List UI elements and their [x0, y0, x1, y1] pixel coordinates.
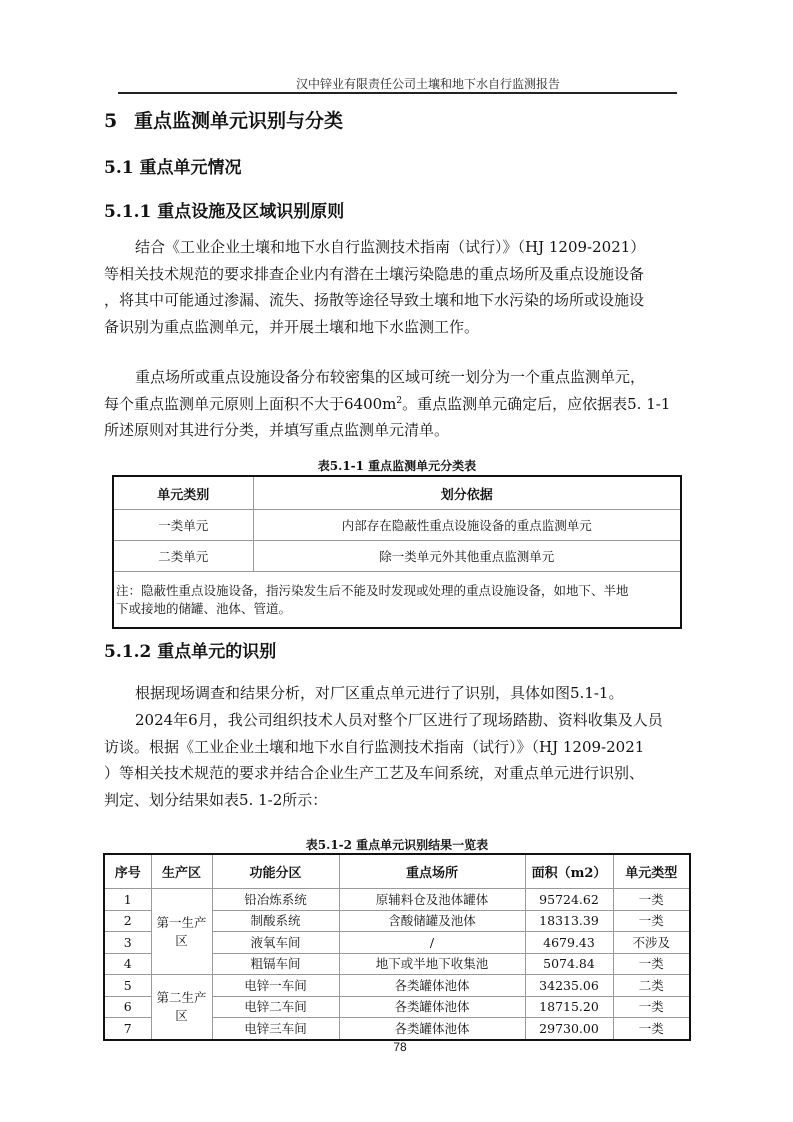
key-location: 含酸储罐及池体 — [339, 910, 525, 932]
area-value: 95724.62 — [525, 889, 613, 911]
superscript: 2 — [396, 395, 403, 406]
table-header-row — [113, 476, 681, 510]
table-cell: 内部存在隐蔽性重点设施设备的重点监测单元 — [253, 510, 681, 541]
area-value: 29730.00 — [525, 1018, 613, 1040]
paragraph-line: 备识别为重点监测单元，并开展土壤和地下水监测工作。 — [104, 317, 480, 336]
area-value: 4679.43 — [525, 932, 613, 954]
paragraph-line: 根据现场调查和结果分析，对厂区重点单元进行了识别，具体如图5.1-1。 — [135, 684, 624, 702]
identification-results-table — [103, 853, 691, 1041]
row-number: 5 — [104, 975, 151, 997]
functional-area: 液氧车间 — [212, 932, 339, 954]
key-location: 各类罐体池体 — [339, 1018, 525, 1040]
table-header-row — [104, 854, 690, 889]
page-number: 78 — [393, 1040, 407, 1054]
unit-type: 一类 — [613, 953, 690, 975]
production-zone: 第二生产区 — [151, 975, 212, 1040]
subsubsection-heading-1: 5.1.1 重点设施及区域识别原则 — [104, 202, 345, 222]
table-row — [113, 541, 681, 572]
column-header: 功能分区 — [212, 854, 339, 889]
paragraph-line: 等相关技术规范的要求排查企业内有潜在土壤污染隐患的重点场所及重点设施设备 — [104, 264, 645, 283]
section-heading — [104, 106, 343, 133]
column-header: 生产区 — [151, 854, 212, 889]
column-header: 面积（m2） — [525, 854, 613, 889]
table-row — [104, 889, 690, 911]
note-line: 注：隐蔽性重点设施设备，指污染发生后不能及时发现或处理的重点设施设备，如地下、半地 — [116, 582, 629, 598]
paragraph-text: 。重点监测单元确定后，应依据表5. 1-1 — [402, 394, 671, 413]
paragraph-line: 所述原则对其进行分类，并填写重点监测单元清单。 — [104, 421, 450, 439]
functional-area: 电锌一车间 — [212, 975, 339, 997]
key-location: / — [339, 932, 525, 954]
functional-area: 制酸系统 — [212, 910, 339, 932]
row-number: 6 — [104, 996, 151, 1018]
paragraph-line: 2024年6月，我公司组织技术人员对整个厂区进行了现场踏勘、资料收集及人员 — [135, 711, 663, 729]
key-location: 原辅料仓及池体罐体 — [339, 889, 525, 911]
unit-type: 不涉及 — [613, 932, 690, 954]
functional-area: 铅冶炼系统 — [212, 889, 339, 911]
area-value: 18313.39 — [525, 910, 613, 932]
area-limit-text: 每个重点监测单元原则上面积不大于6400m — [104, 394, 397, 413]
column-header: 重点场所 — [339, 854, 525, 889]
table-cell: 二类单元 — [113, 541, 253, 572]
table2-caption: 表5.1-2 重点单元识别结果一览表 — [305, 838, 489, 852]
key-location: 各类罐体池体 — [339, 996, 525, 1018]
row-number: 4 — [104, 953, 151, 975]
paragraph-line: 结合《工业企业土壤和地下水自行监测技术指南（试行）》（HJ 1209-2021） — [135, 238, 646, 256]
table-row — [113, 510, 681, 541]
functional-area: 电锌二车间 — [212, 996, 339, 1018]
subsection-heading: 5.1 重点单元情况 — [104, 158, 242, 178]
paragraph-line: 访谈。根据《工业企业土壤和地下水自行监测技术指南（试行）》（HJ 1209-2021 — [104, 737, 645, 756]
unit-type: 一类 — [613, 910, 690, 932]
unit-type: 一类 — [613, 996, 690, 1018]
column-header: 序号 — [104, 854, 151, 889]
subsubsection-heading-2: 5.1.2 重点单元的识别 — [104, 642, 277, 662]
paragraph-line: 判定、划分结果如表5. 1-2所示： — [104, 790, 328, 809]
running-header: 汉中锌业有限责任公司土壤和地下水自行监测报告 — [295, 77, 560, 91]
column-header: 划分依据 — [253, 476, 681, 510]
paragraph-grouping — [104, 364, 684, 444]
area-value: 18715.20 — [525, 996, 613, 1018]
functional-area: 粗镉车间 — [212, 953, 339, 975]
note-line: 下或接地的储罐、池体、管道。 — [116, 600, 292, 616]
table-note-row — [113, 572, 681, 629]
paragraph-line: ，将其中可能通过渗漏、流失、扬散等途径导致土壤和地下水污染的场所或设施设 — [104, 291, 645, 309]
table-cell: 除一类单元外其他重点监测单元 — [253, 541, 681, 572]
table-row — [104, 975, 690, 997]
row-number: 7 — [104, 1018, 151, 1040]
paragraph-survey — [104, 707, 684, 813]
area-value: 5074.84 — [525, 953, 613, 975]
row-number: 3 — [104, 932, 151, 954]
classification-table — [112, 475, 682, 629]
functional-area: 电锌三车间 — [212, 1018, 339, 1040]
paragraph-line — [104, 391, 684, 418]
table1-caption: 表5.1-1 重点监测单元分类表 — [317, 459, 477, 473]
paragraph-identification — [104, 680, 684, 707]
header-rule — [118, 92, 677, 94]
row-number: 1 — [104, 889, 151, 911]
section-title: 重点监测单元识别与分类 — [134, 110, 344, 132]
key-location: 地下或半地下收集池 — [339, 953, 525, 975]
table-note — [113, 572, 681, 629]
paragraph-line: 重点场所或重点设施设备分布较密集的区域可统一划分为一个重点监测单元， — [135, 368, 646, 386]
paragraph-principles — [104, 234, 684, 340]
unit-type: 二类 — [613, 975, 690, 997]
paragraph-line: ）等相关技术规范的要求并结合企业生产工艺及车间系统，对重点单元进行识别、 — [104, 764, 645, 782]
unit-type: 一类 — [613, 889, 690, 911]
column-header: 单元类别 — [113, 476, 253, 510]
unit-type: 一类 — [613, 1018, 690, 1040]
section-number: 5 — [104, 110, 118, 132]
row-number: 2 — [104, 910, 151, 932]
area-value: 34235.06 — [525, 975, 613, 997]
column-header: 单元类型 — [613, 854, 690, 889]
key-location: 各类罐体池体 — [339, 975, 525, 997]
table-cell: 一类单元 — [113, 510, 253, 541]
production-zone: 第一生产区 — [151, 889, 212, 975]
